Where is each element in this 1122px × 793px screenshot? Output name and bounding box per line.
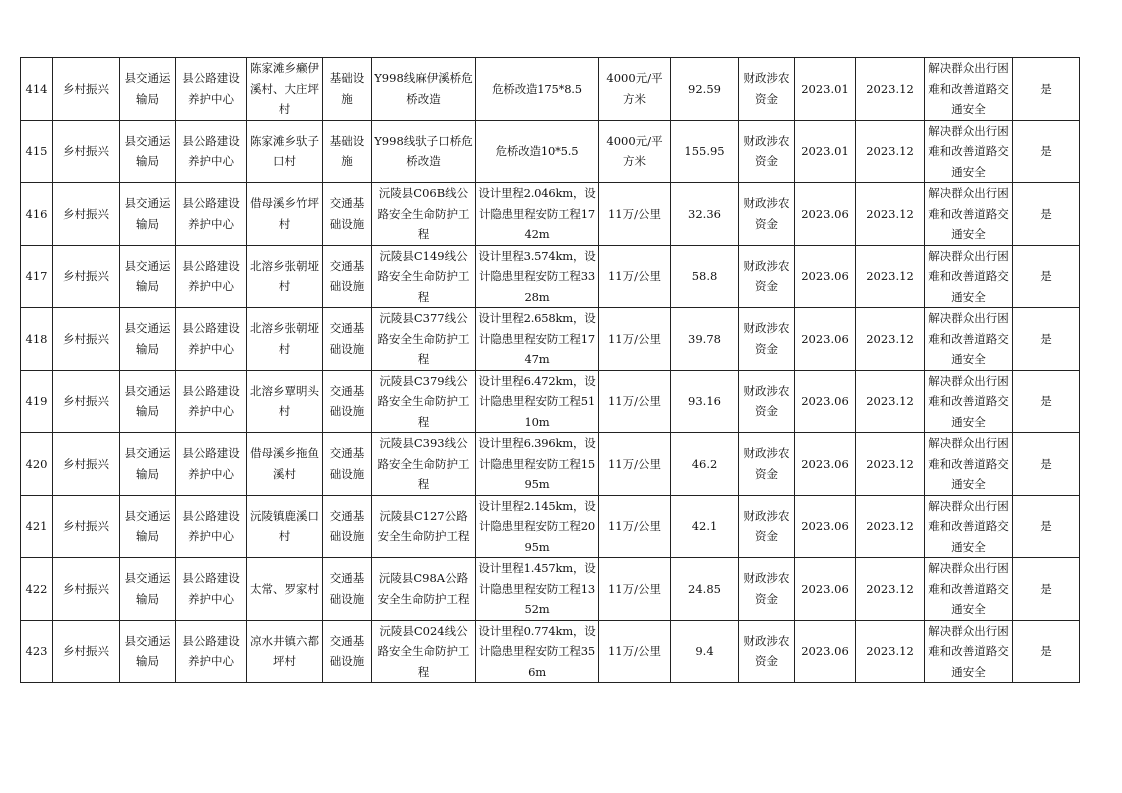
department-cell: 县交通运输局 (120, 308, 176, 371)
category-cell: 乡村振兴 (53, 620, 120, 683)
construction-content-cell: 危桥改造175*8.5 (476, 58, 599, 121)
benefit-cell: 解决群众出行困难和改善道路交通安全 (925, 370, 1013, 433)
table-row (21, 433, 1080, 496)
construction-content-cell: 设计里程6.396km，设计隐患里程安防工程1595m (476, 433, 599, 496)
table-body (21, 58, 1080, 683)
subsidy-standard-cell: 11万/公里 (599, 183, 671, 246)
flag-cell: 是 (1013, 183, 1080, 246)
category-cell: 乡村振兴 (53, 58, 120, 121)
fund-amount-cell: 92.59 (671, 58, 739, 121)
subsidy-standard-cell: 11万/公里 (599, 370, 671, 433)
end-date-cell: 2023.12 (856, 245, 925, 308)
fund-amount-cell: 46.2 (671, 433, 739, 496)
benefit-cell: 解决群众出行困难和改善道路交通安全 (925, 558, 1013, 621)
department-cell: 县交通运输局 (120, 120, 176, 183)
start-date-cell: 2023.06 (795, 433, 856, 496)
fund-source-cell: 财政涉农资金 (739, 495, 795, 558)
start-date-cell: 2023.06 (795, 495, 856, 558)
end-date-cell: 2023.12 (856, 620, 925, 683)
project-type-cell: 交通基础设施 (323, 495, 372, 558)
department-cell: 县交通运输局 (120, 495, 176, 558)
category-cell: 乡村振兴 (53, 558, 120, 621)
end-date-cell: 2023.12 (856, 433, 925, 496)
fund-amount-cell: 32.36 (671, 183, 739, 246)
department-cell: 县交通运输局 (120, 183, 176, 246)
benefit-cell: 解决群众出行困难和改善道路交通安全 (925, 183, 1013, 246)
row-number-cell: 417 (21, 245, 53, 308)
location-cell: 陈家滩乡驮子口村 (247, 120, 323, 183)
project-type-cell: 交通基础设施 (323, 558, 372, 621)
construction-content-cell: 设计里程3.574km，设计隐患里程安防工程3328m (476, 245, 599, 308)
department-cell: 县交通运输局 (120, 370, 176, 433)
project-type-cell: 交通基础设施 (323, 308, 372, 371)
end-date-cell: 2023.12 (856, 308, 925, 371)
fund-amount-cell: 93.16 (671, 370, 739, 433)
benefit-cell: 解决群众出行困难和改善道路交通安全 (925, 495, 1013, 558)
start-date-cell: 2023.06 (795, 620, 856, 683)
subsidy-standard-cell: 11万/公里 (599, 308, 671, 371)
fund-source-cell: 财政涉农资金 (739, 120, 795, 183)
project-name-cell: 沅陵县C377线公路安全生命防护工程 (372, 308, 476, 371)
location-cell: 北溶乡张朝垭村 (247, 308, 323, 371)
project-name-cell: 沅陵县C393线公路安全生命防护工程 (372, 433, 476, 496)
implementing-unit-cell: 县公路建设养护中心 (176, 58, 247, 121)
subsidy-standard-cell: 11万/公里 (599, 495, 671, 558)
fund-amount-cell: 155.95 (671, 120, 739, 183)
fund-source-cell: 财政涉农资金 (739, 433, 795, 496)
benefit-cell: 解决群众出行困难和改善道路交通安全 (925, 308, 1013, 371)
category-cell: 乡村振兴 (53, 120, 120, 183)
start-date-cell: 2023.06 (795, 370, 856, 433)
end-date-cell: 2023.12 (856, 183, 925, 246)
flag-cell: 是 (1013, 58, 1080, 121)
fund-source-cell: 财政涉农资金 (739, 370, 795, 433)
row-number-cell: 421 (21, 495, 53, 558)
construction-content-cell: 设计里程0.774km，设计隐患里程安防工程356m (476, 620, 599, 683)
table-row (21, 58, 1080, 121)
benefit-cell: 解决群众出行困难和改善道路交通安全 (925, 58, 1013, 121)
subsidy-standard-cell: 4000元/平方米 (599, 120, 671, 183)
table-row (21, 120, 1080, 183)
project-type-cell: 基础设施 (323, 120, 372, 183)
project-name-cell: Y998线麻伊溪桥危桥改造 (372, 58, 476, 121)
row-number-cell: 418 (21, 308, 53, 371)
implementing-unit-cell: 县公路建设养护中心 (176, 370, 247, 433)
row-number-cell: 423 (21, 620, 53, 683)
flag-cell: 是 (1013, 558, 1080, 621)
fund-amount-cell: 42.1 (671, 495, 739, 558)
flag-cell: 是 (1013, 433, 1080, 496)
department-cell: 县交通运输局 (120, 433, 176, 496)
location-cell: 凉水井镇六都坪村 (247, 620, 323, 683)
location-cell: 北溶乡张朝垭村 (247, 245, 323, 308)
subsidy-standard-cell: 4000元/平方米 (599, 58, 671, 121)
fund-amount-cell: 58.8 (671, 245, 739, 308)
location-cell: 借母溪乡竹坪村 (247, 183, 323, 246)
category-cell: 乡村振兴 (53, 370, 120, 433)
end-date-cell: 2023.12 (856, 558, 925, 621)
fund-source-cell: 财政涉农资金 (739, 308, 795, 371)
project-type-cell: 基础设施 (323, 58, 372, 121)
location-cell: 太常、罗家村 (247, 558, 323, 621)
construction-content-cell: 设计里程2.145km，设计隐患里程安防工程2095m (476, 495, 599, 558)
flag-cell: 是 (1013, 495, 1080, 558)
department-cell: 县交通运输局 (120, 558, 176, 621)
end-date-cell: 2023.12 (856, 370, 925, 433)
fund-source-cell: 财政涉农资金 (739, 620, 795, 683)
start-date-cell: 2023.06 (795, 245, 856, 308)
fund-source-cell: 财政涉农资金 (739, 58, 795, 121)
table-row (21, 308, 1080, 371)
department-cell: 县交通运输局 (120, 58, 176, 121)
project-name-cell: 沅陵县C379线公路安全生命防护工程 (372, 370, 476, 433)
row-number-cell: 419 (21, 370, 53, 433)
implementing-unit-cell: 县公路建设养护中心 (176, 558, 247, 621)
end-date-cell: 2023.12 (856, 120, 925, 183)
flag-cell: 是 (1013, 308, 1080, 371)
construction-content-cell: 设计里程2.046km，设计隐患里程安防工程1742m (476, 183, 599, 246)
implementing-unit-cell: 县公路建设养护中心 (176, 620, 247, 683)
subsidy-standard-cell: 11万/公里 (599, 245, 671, 308)
table-row (21, 370, 1080, 433)
start-date-cell: 2023.01 (795, 58, 856, 121)
flag-cell: 是 (1013, 370, 1080, 433)
department-cell: 县交通运输局 (120, 620, 176, 683)
start-date-cell: 2023.06 (795, 308, 856, 371)
benefit-cell: 解决群众出行困难和改善道路交通安全 (925, 245, 1013, 308)
fund-amount-cell: 9.4 (671, 620, 739, 683)
construction-content-cell: 设计里程6.472km，设计隐患里程安防工程5110m (476, 370, 599, 433)
category-cell: 乡村振兴 (53, 433, 120, 496)
category-cell: 乡村振兴 (53, 183, 120, 246)
category-cell: 乡村振兴 (53, 495, 120, 558)
fund-source-cell: 财政涉农资金 (739, 245, 795, 308)
row-number-cell: 422 (21, 558, 53, 621)
project-type-cell: 交通基础设施 (323, 183, 372, 246)
project-type-cell: 交通基础设施 (323, 433, 372, 496)
fund-source-cell: 财政涉农资金 (739, 183, 795, 246)
project-type-cell: 交通基础设施 (323, 620, 372, 683)
flag-cell: 是 (1013, 620, 1080, 683)
project-name-cell: 沅陵县C98A公路安全生命防护工程 (372, 558, 476, 621)
table-row (21, 495, 1080, 558)
subsidy-standard-cell: 11万/公里 (599, 433, 671, 496)
implementing-unit-cell: 县公路建设养护中心 (176, 120, 247, 183)
table-row (21, 620, 1080, 683)
fund-amount-cell: 24.85 (671, 558, 739, 621)
location-cell: 陈家滩乡癞伊溪村、大庄坪村 (247, 58, 323, 121)
start-date-cell: 2023.06 (795, 183, 856, 246)
location-cell: 北溶乡覃明头村 (247, 370, 323, 433)
start-date-cell: 2023.06 (795, 558, 856, 621)
project-name-cell: 沅陵县C127公路安全生命防护工程 (372, 495, 476, 558)
implementing-unit-cell: 县公路建设养护中心 (176, 183, 247, 246)
construction-content-cell: 危桥改造10*5.5 (476, 120, 599, 183)
table-row (21, 558, 1080, 621)
benefit-cell: 解决群众出行困难和改善道路交通安全 (925, 433, 1013, 496)
end-date-cell: 2023.12 (856, 58, 925, 121)
project-table (20, 57, 1080, 683)
construction-content-cell: 设计里程1.457km，设计隐患里程安防工程1352m (476, 558, 599, 621)
department-cell: 县交通运输局 (120, 245, 176, 308)
subsidy-standard-cell: 11万/公里 (599, 620, 671, 683)
implementing-unit-cell: 县公路建设养护中心 (176, 495, 247, 558)
project-name-cell: Y998线驮子口桥危桥改造 (372, 120, 476, 183)
project-name-cell: 沅陵县C06B线公路安全生命防护工程 (372, 183, 476, 246)
location-cell: 借母溪乡拖鱼溪村 (247, 433, 323, 496)
benefit-cell: 解决群众出行困难和改善道路交通安全 (925, 620, 1013, 683)
end-date-cell: 2023.12 (856, 495, 925, 558)
fund-amount-cell: 39.78 (671, 308, 739, 371)
project-type-cell: 交通基础设施 (323, 370, 372, 433)
project-name-cell: 沅陵县C149线公路安全生命防护工程 (372, 245, 476, 308)
implementing-unit-cell: 县公路建设养护中心 (176, 308, 247, 371)
row-number-cell: 414 (21, 58, 53, 121)
subsidy-standard-cell: 11万/公里 (599, 558, 671, 621)
row-number-cell: 416 (21, 183, 53, 246)
start-date-cell: 2023.01 (795, 120, 856, 183)
construction-content-cell: 设计里程2.658km，设计隐患里程安防工程1747m (476, 308, 599, 371)
location-cell: 沅陵镇鹿溪口村 (247, 495, 323, 558)
benefit-cell: 解决群众出行困难和改善道路交通安全 (925, 120, 1013, 183)
category-cell: 乡村振兴 (53, 308, 120, 371)
project-name-cell: 沅陵县C024线公路安全生命防护工程 (372, 620, 476, 683)
table-row (21, 245, 1080, 308)
row-number-cell: 415 (21, 120, 53, 183)
row-number-cell: 420 (21, 433, 53, 496)
category-cell: 乡村振兴 (53, 245, 120, 308)
implementing-unit-cell: 县公路建设养护中心 (176, 433, 247, 496)
project-type-cell: 交通基础设施 (323, 245, 372, 308)
implementing-unit-cell: 县公路建设养护中心 (176, 245, 247, 308)
fund-source-cell: 财政涉农资金 (739, 558, 795, 621)
flag-cell: 是 (1013, 120, 1080, 183)
flag-cell: 是 (1013, 245, 1080, 308)
table-row (21, 183, 1080, 246)
